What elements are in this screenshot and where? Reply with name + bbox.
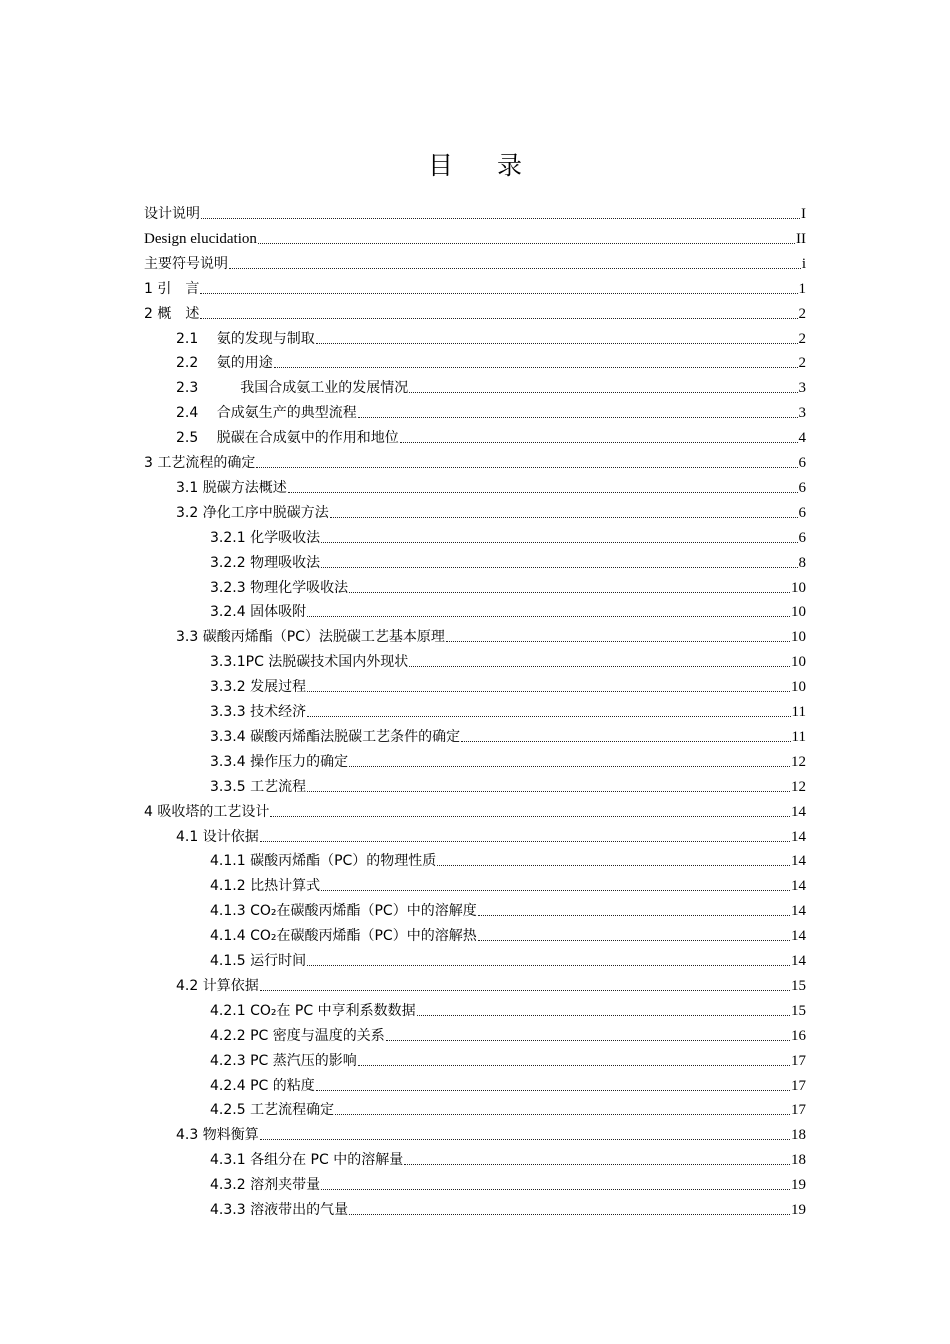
toc-entry-label: 3.1 脱碳方法概述	[176, 479, 287, 496]
toc-entry[interactable]	[210, 597, 806, 621]
dot-leader	[307, 616, 790, 617]
dot-leader	[321, 567, 797, 568]
dot-leader	[200, 318, 797, 319]
toc-entry-page: 2	[798, 305, 806, 322]
toc-entry-label: 4.2 计算依据	[176, 977, 259, 994]
toc-entry-page: i	[801, 255, 806, 272]
toc-entry[interactable]	[210, 1195, 806, 1219]
toc-entry[interactable]	[176, 348, 806, 372]
toc-entry-label: 4.1.1 碳酸丙烯酯（PC）的物理性质	[210, 853, 437, 870]
toc-entry[interactable]	[210, 846, 806, 870]
toc-entry-label: 3.2.3 物理化学吸收法	[210, 579, 349, 596]
toc-entry-page: 14	[791, 803, 806, 820]
toc-entry-label: 4 吸收塔的工艺设计	[144, 803, 270, 820]
toc-entry-page: 12	[791, 778, 806, 795]
toc-entry[interactable]	[210, 523, 806, 547]
toc-entry[interactable]	[210, 896, 806, 920]
toc-entry-page: 6	[798, 479, 806, 496]
toc-entry[interactable]	[144, 249, 806, 273]
toc-entry-page: 15	[791, 1002, 806, 1019]
page-title: 目 录	[428, 151, 540, 180]
toc-entry-label: 4.1.2 比热计算式	[210, 878, 321, 895]
toc-entry[interactable]	[210, 672, 806, 696]
dot-leader	[200, 293, 797, 294]
dot-leader	[316, 343, 798, 344]
toc-entry-label: 主要符号说明	[144, 255, 228, 272]
toc-entry-page: 2	[798, 355, 806, 372]
toc-entry[interactable]	[176, 971, 806, 995]
toc-entry[interactable]	[176, 498, 806, 522]
toc-entry-label: 4.1 设计依据	[176, 828, 259, 845]
toc-entry-page: 15	[791, 977, 806, 994]
toc-entry-label: 3.3.4 碳酸丙烯酯法脱碳工艺条件的确定	[210, 728, 461, 745]
toc-entry-label: 4.2.2 PC 密度与温度的关系	[210, 1027, 385, 1044]
toc-entry-label: 2.3 我国合成氨工业的发展情况	[176, 380, 409, 397]
toc-entry-label: 3 工艺流程的确定	[144, 455, 256, 471]
dot-leader	[330, 517, 798, 518]
dot-leader	[307, 691, 790, 692]
toc-entry-page: I	[801, 206, 806, 222]
dot-leader	[349, 1214, 790, 1215]
toc-entry[interactable]	[176, 398, 806, 422]
toc-entry[interactable]	[210, 946, 806, 970]
toc-entry-page: 3	[798, 405, 806, 422]
dot-leader	[321, 1189, 790, 1190]
toc-entry-label: 3.3.2 发展过程	[210, 679, 307, 696]
toc-entry-page: 14	[791, 878, 806, 895]
dot-leader	[409, 666, 790, 667]
dot-leader	[417, 1015, 790, 1016]
dot-leader	[274, 367, 798, 368]
toc-entry[interactable]	[176, 324, 806, 348]
toc-entry-page: 11	[791, 704, 806, 720]
toc-entry-label: 3.3.1PC 法脱碳技术国内外现状	[210, 654, 409, 671]
toc-entry-label: 3.3.4 操作压力的确定	[210, 753, 349, 770]
toc-entry-page: 16	[791, 1027, 806, 1044]
toc-entry[interactable]	[176, 822, 806, 846]
toc-entry[interactable]	[210, 647, 806, 671]
toc-entry-label: 4.3.1 各组分在 PC 中的溶解量	[210, 1152, 404, 1169]
toc-entry-label: 4.2.3 PC 蒸汽压的影响	[210, 1052, 357, 1069]
toc-entry[interactable]	[144, 199, 806, 223]
dot-leader	[229, 268, 801, 269]
toc-entry-page: 14	[791, 853, 806, 870]
toc-entry-label: 2.4 合成氨生产的典型流程	[176, 405, 357, 422]
dot-leader	[358, 417, 798, 418]
toc-entry[interactable]	[210, 722, 806, 746]
toc-entry[interactable]	[176, 1120, 806, 1144]
toc-entry-label: 4.3.2 溶剂夹带量	[210, 1177, 321, 1194]
toc-entry[interactable]	[210, 548, 806, 572]
toc-entry-label: 3.2.4 固体吸附	[210, 604, 307, 621]
dot-leader	[201, 218, 800, 219]
toc-entry-page: 1	[798, 280, 806, 297]
dot-leader	[461, 741, 790, 742]
toc-entry-page: 6	[798, 529, 806, 546]
toc-entry-page: 10	[791, 679, 806, 696]
dot-leader	[386, 1040, 790, 1041]
dot-leader	[409, 392, 797, 393]
toc-entry[interactable]	[144, 274, 806, 298]
dot-leader	[437, 865, 790, 866]
toc-entry[interactable]	[210, 1170, 806, 1194]
toc-entry[interactable]	[210, 573, 806, 597]
toc-entry-label: 3.2.1 化学吸收法	[210, 529, 321, 546]
dot-leader	[288, 492, 798, 493]
toc-entry-page: 17	[791, 1102, 806, 1119]
toc-entry-page: 14	[791, 903, 806, 920]
toc-entry-label: 4.1.3 CO₂在碳酸丙烯酯（PC）中的溶解度	[210, 903, 477, 920]
toc-entry-label: 3.3 碳酸丙烯酯（PC）法脱碳工艺基本原理	[176, 629, 445, 646]
toc-entry-label: 4.3 物料衡算	[176, 1127, 259, 1144]
toc-entry[interactable]	[210, 871, 806, 895]
toc-entry-page: 2	[798, 330, 806, 347]
toc-entry-page: 18	[791, 1127, 806, 1144]
dot-leader	[260, 990, 790, 991]
dot-leader	[358, 1065, 790, 1066]
toc-entry-page: 19	[791, 1177, 806, 1194]
toc-entry-label: 2.1 氨的发现与制取	[176, 330, 315, 347]
dot-leader	[260, 1139, 790, 1140]
toc-entry-label: 3.3.5 工艺流程	[210, 778, 307, 795]
dot-leader	[478, 915, 790, 916]
toc-entry-label: 4.1.5 运行时间	[210, 953, 307, 969]
toc-entry-label: 4.2.4 PC 的粘度	[210, 1077, 315, 1094]
toc-entry-page: 6	[798, 455, 806, 471]
toc-entry-page: 4	[798, 430, 806, 447]
toc-entry-page: 10	[791, 654, 806, 671]
toc-entry[interactable]	[176, 373, 806, 397]
toc-entry-label: 4.1.4 CO₂在碳酸丙烯酯（PC）中的溶解热	[210, 928, 477, 945]
toc-entry-page: 3	[798, 380, 806, 397]
toc-entry[interactable]	[210, 1021, 806, 1045]
toc-entry[interactable]	[210, 1071, 806, 1095]
toc-entry-label: 3.2 净化工序中脱碳方法	[176, 504, 329, 521]
dot-leader	[404, 1164, 790, 1165]
toc-entry[interactable]	[176, 622, 806, 646]
dot-leader	[446, 641, 790, 642]
toc-entry[interactable]	[210, 996, 806, 1020]
toc-entry-page: 17	[791, 1052, 806, 1069]
dot-leader	[270, 816, 790, 817]
toc-entry-page: 6	[798, 504, 806, 521]
dot-leader	[335, 1114, 790, 1115]
toc-entry-page: 17	[791, 1077, 806, 1094]
toc-entry[interactable]	[176, 473, 806, 497]
toc-entry[interactable]	[210, 1145, 806, 1169]
toc-entry[interactable]	[210, 921, 806, 945]
toc-entry-page: 14	[791, 828, 806, 845]
toc-entry-page: 10	[791, 629, 806, 646]
toc-entry-page: 19	[791, 1202, 806, 1218]
dot-leader	[307, 716, 790, 717]
dot-leader	[400, 442, 798, 443]
toc-entry-page: 11	[791, 728, 806, 745]
dot-leader	[307, 791, 790, 792]
dot-leader	[349, 766, 790, 767]
toc-entry-label: 2.2 氨的用途	[176, 355, 273, 372]
dot-leader	[256, 467, 797, 468]
dot-leader	[321, 890, 790, 891]
toc-entry[interactable]	[144, 224, 806, 248]
toc-entry-page: 12	[791, 753, 806, 770]
dot-leader	[321, 542, 797, 543]
toc-entry[interactable]	[210, 1095, 806, 1119]
toc-entry-label: 4.2.1 CO₂在 PC 中亨利系数数据	[210, 1002, 416, 1019]
toc-entry-page: 14	[791, 928, 806, 945]
dot-leader	[349, 592, 790, 593]
toc-entry[interactable]	[210, 747, 806, 771]
toc-entry[interactable]	[210, 772, 806, 796]
toc-entry[interactable]	[210, 697, 806, 721]
dot-leader	[258, 243, 795, 244]
toc-entry[interactable]	[144, 299, 806, 323]
toc-entry-page: 18	[791, 1152, 806, 1169]
toc-entry-label: 2.5 脱碳在合成氨中的作用和地位	[176, 430, 399, 447]
toc-entry-label: 2 概 述	[144, 305, 200, 322]
toc-entry[interactable]	[144, 797, 806, 821]
dot-leader	[478, 940, 790, 941]
toc-entry-label: Design elucidation	[144, 230, 257, 247]
dot-leader	[260, 841, 790, 842]
toc-entry-page: 10	[791, 579, 806, 596]
toc-entry-page: 8	[798, 554, 806, 571]
toc-entry-label: 4.3.3 溶液带出的气量	[210, 1202, 349, 1218]
toc-entry-label: 1 引 言	[144, 280, 200, 297]
toc-entry[interactable]	[144, 448, 806, 472]
dot-leader	[307, 965, 790, 966]
toc-entry-label: 3.3.3 技术经济	[210, 704, 307, 720]
toc-entry[interactable]	[210, 1046, 806, 1070]
toc-entry-page: II	[796, 230, 806, 247]
toc-entry-page: 14	[791, 953, 806, 969]
toc-entry-label: 4.2.5 工艺流程确定	[210, 1102, 335, 1119]
toc-entry-page: 10	[791, 604, 806, 621]
dot-leader	[316, 1090, 790, 1091]
toc-entry[interactable]	[176, 423, 806, 447]
toc-entry-label: 3.2.2 物理吸收法	[210, 554, 321, 571]
toc-entry-label: 设计说明	[144, 206, 200, 222]
